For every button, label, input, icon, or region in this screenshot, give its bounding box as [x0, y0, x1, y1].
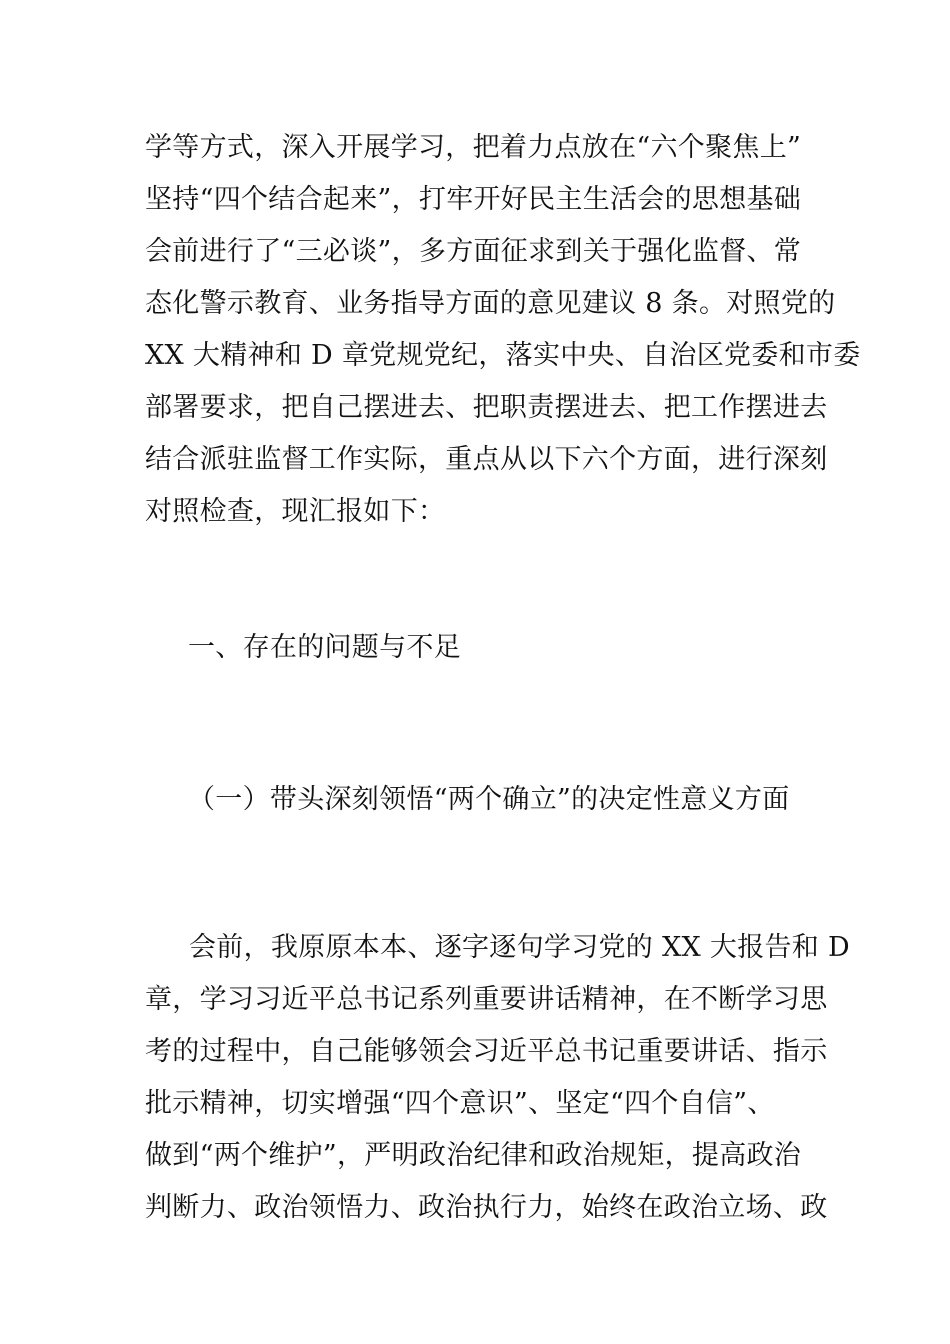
body-line: 会前，我原原本本、逐字逐句学习党的 XX 大报告和 D	[189, 932, 850, 963]
intro-line: 态化警示教育、业务指导方面的意见建议 8 条。对照党的	[145, 288, 836, 319]
body-line: 批示精神，切实增强“四个意识”、坚定“四个自信”、	[145, 1088, 775, 1119]
body-line: 章，学习习近平总书记系列重要讲话精神，在不断学习思	[145, 984, 828, 1015]
intro-line: 结合派驻监督工作实际，重点从以下六个方面，进行深刻	[145, 444, 828, 475]
intro-line: 会前进行了“三必谈”，多方面征求到关于强化监督、常	[145, 236, 802, 267]
intro-line: 对照检查，现汇报如下：	[145, 496, 446, 527]
subsection-heading	[188, 774, 858, 826]
body-line: 做到“两个维护”，严明政治纪律和政治规矩，提高政治	[145, 1140, 802, 1171]
section-heading	[188, 622, 858, 674]
section-heading-text: 一、存在的问题与不足	[188, 632, 461, 663]
subsection-heading-text: （一）带头深刻领悟“两个确立”的决定性意义方面	[188, 784, 790, 815]
body-paragraph	[145, 922, 850, 1234]
intro-line: XX 大精神和 D 章党规党纪，落实中央、自治区党委和市委	[145, 340, 861, 371]
body-line: 判断力、政治领悟力、政治执行力，始终在政治立场、政	[145, 1192, 828, 1223]
body-line: 考的过程中，自己能够领会习近平总书记重要讲话、指示	[145, 1036, 828, 1067]
intro-line: 坚持“四个结合起来”，打牢开好民主生活会的思想基础	[145, 184, 802, 215]
intro-line: 部署要求，把自己摆进去、把职责摆进去、把工作摆进去	[145, 392, 828, 423]
intro-line: 学等方式，深入开展学习，把着力点放在“六个聚焦上”	[145, 132, 802, 163]
intro-paragraph	[145, 122, 861, 538]
